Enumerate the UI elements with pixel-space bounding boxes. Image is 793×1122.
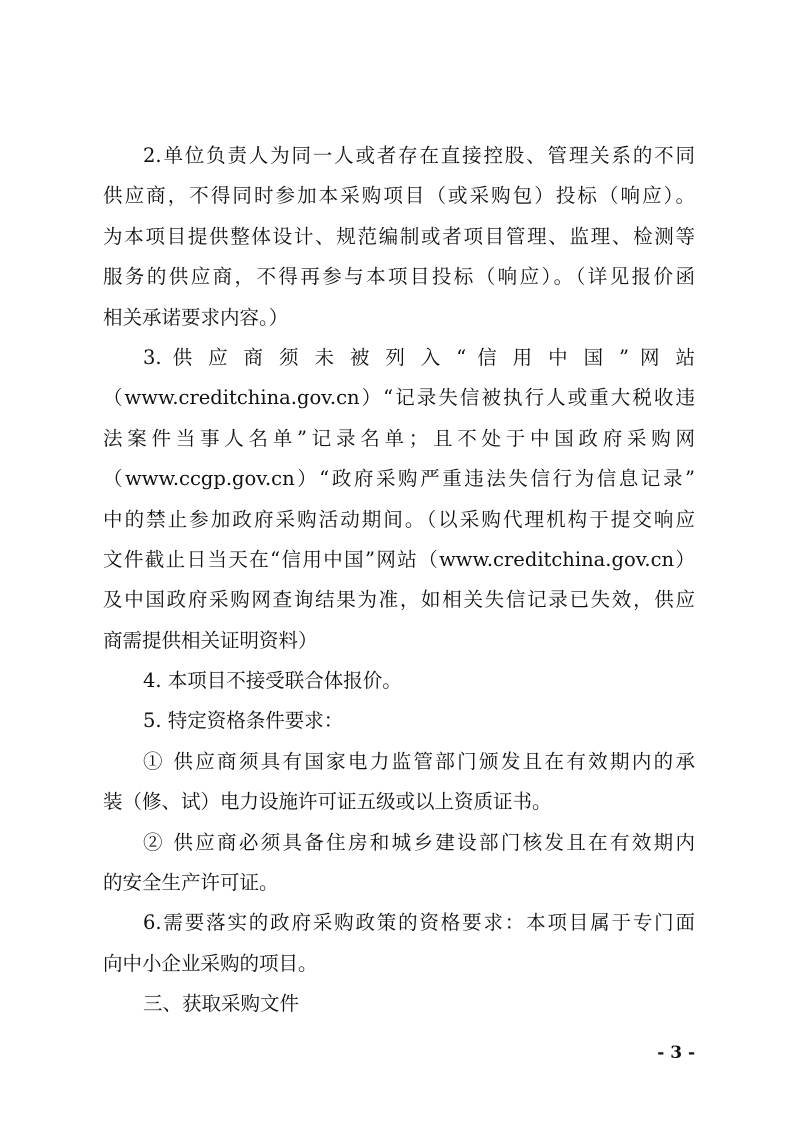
text-line: （www.ccgp.gov.cn）“政府采购严重违法失信行为信息记录” [103,467,695,491]
text-line: 中的禁止参加政府采购活动期间。（以采购代理机构于提交响应 [103,507,695,531]
text-line: 4. 本项目不接受联合体报价。 [143,669,402,693]
text-line: ② 供应商必须具备住房和城乡建设部门核发且在有效期内 [143,830,695,854]
text-line: 相关承诺要求内容。） [103,305,289,329]
text-line: 向中小企业采购的项目。 [103,951,318,975]
text-line: ① 供应商须具有国家电力监管部门颁发且在有效期内的承 [143,749,695,773]
text-line: 法案件当事人名单”记录名单；且不处于中国政府采购网 [103,426,695,450]
text-line: （www.creditchina.gov.cn）“记录失信被执行人或重大税收违 [103,386,695,410]
text-line: 文件截止日当天在“信用中国”网站（www.creditchina.gov.cn） [103,547,695,571]
text-line: 商需提供相关证明资料） [103,628,318,652]
text-line: 供应商，不得同时参加本采购项目（或采购包）投标（响应）。 [103,184,695,208]
text-line: 及中国政府采购网查询结果为准，如相关失信记录已失效，供应 [103,588,695,612]
text-line: 6.需要落实的政府采购政策的资格要求：本项目属于专门面 [143,911,695,935]
text-line: 3. 供 应 商 须 未 被 列 入 “ 信 用 中 国 ” 网 站 [143,345,695,369]
text-line: 2.单位负责人为同一人或者存在直接控股、管理关系的不同 [143,144,695,167]
document-body [103,136,695,1025]
text-line: 装（修、试）电力设施许可证五级或以上资质证书。 [103,790,552,814]
text-line: 的安全生产许可证。 [103,871,279,895]
text-line: 服务的供应商，不得再参与本项目投标（响应）。（详见报价函 [103,265,695,289]
text-line: 5. 特定资格条件要求： [143,709,344,733]
page-number: - 3 - [657,1043,695,1063]
section-heading: 三、获取采购文件 [143,992,300,1016]
text-line: 为本项目提供整体设计、规范编制或者项目管理、监理、检测等 [103,224,695,248]
